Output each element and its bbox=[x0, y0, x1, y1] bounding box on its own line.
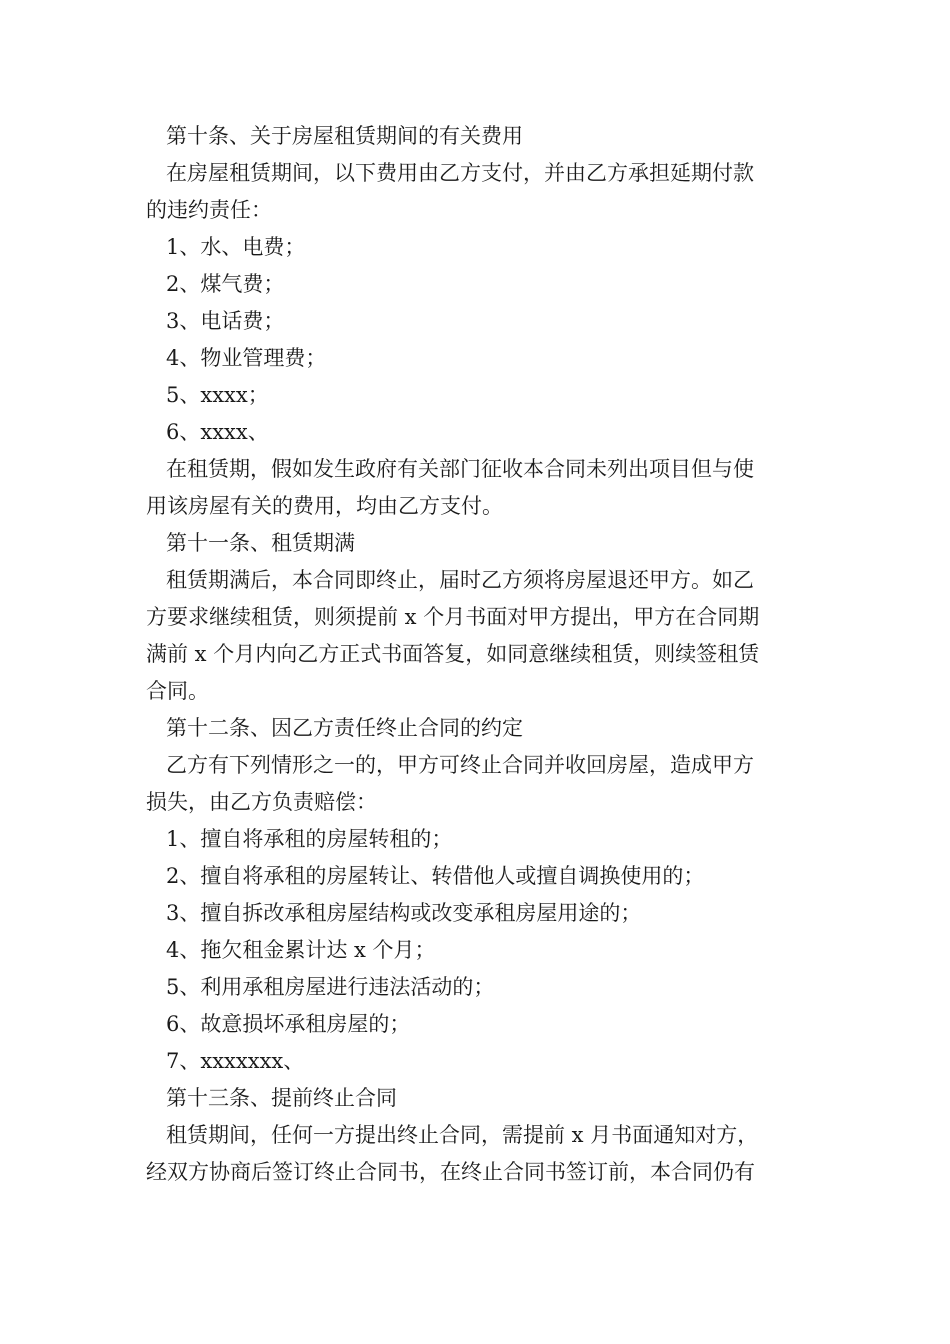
list-item: 5、xxxx； bbox=[166, 383, 269, 407]
paragraph-line: 的违约责任： bbox=[146, 198, 272, 222]
paragraph-line: 在租赁期，假如发生政府有关部门征收本合同未列出项目但与使 bbox=[166, 457, 754, 481]
list-item: 7、xxxxxxx、 bbox=[166, 1049, 305, 1073]
paragraph-line: 乙方有下列情形之一的，甲方可终止合同并收回房屋，造成甲方 bbox=[166, 753, 754, 777]
list-item: 2、煤气费； bbox=[166, 272, 285, 296]
list-item: 1、水、电费； bbox=[166, 235, 306, 259]
list-item: 4、物业管理费； bbox=[166, 346, 327, 370]
list-item: 3、擅自拆改承租房屋结构或改变承租房屋用途的； bbox=[166, 901, 642, 925]
list-item: 5、利用承租房屋进行违法活动的； bbox=[166, 975, 495, 999]
paragraph-line: 用该房屋有关的费用，均由乙方支付。 bbox=[146, 494, 503, 518]
list-item: 6、xxxx、 bbox=[166, 420, 269, 444]
paragraph-line: 在房屋租赁期间，以下费用由乙方支付，并由乙方承担延期付款 bbox=[166, 161, 754, 185]
paragraph-line: 租赁期间，任何一方提出终止合同，需提前 x 月书面通知对方， bbox=[166, 1123, 759, 1147]
paragraph-line: 经双方协商后签订终止合同书，在终止合同书签订前，本合同仍有 bbox=[146, 1160, 755, 1184]
article-12-heading: 第十二条、因乙方责任终止合同的约定 bbox=[166, 716, 523, 740]
article-11-heading: 第十一条、租赁期满 bbox=[166, 531, 355, 555]
list-item: 4、拖欠租金累计达 x 个月； bbox=[166, 938, 436, 962]
document-body bbox=[146, 118, 812, 1191]
article-10-heading: 第十条、关于房屋租赁期间的有关费用 bbox=[166, 124, 523, 148]
paragraph-line: 方要求继续租赁，则须提前 x 个月书面对甲方提出，甲方在合同期 bbox=[146, 605, 760, 629]
paragraph-line: 损失，由乙方负责赔偿： bbox=[146, 790, 377, 814]
list-item: 2、擅自将承租的房屋转让、转借他人或擅自调换使用的； bbox=[166, 864, 705, 888]
paragraph-line: 合同。 bbox=[146, 679, 209, 703]
list-item: 3、电话费； bbox=[166, 309, 285, 333]
article-13-heading: 第十三条、提前终止合同 bbox=[166, 1086, 397, 1110]
list-item: 1、擅自将承租的房屋转租的； bbox=[166, 827, 453, 851]
paragraph-line: 租赁期满后，本合同即终止，届时乙方须将房屋退还甲方。如乙 bbox=[166, 568, 754, 592]
list-item: 6、故意损坏承租房屋的； bbox=[166, 1012, 411, 1036]
paragraph-line: 满前 x 个月内向乙方正式书面答复，如同意继续租赁，则续签租赁 bbox=[146, 642, 760, 666]
